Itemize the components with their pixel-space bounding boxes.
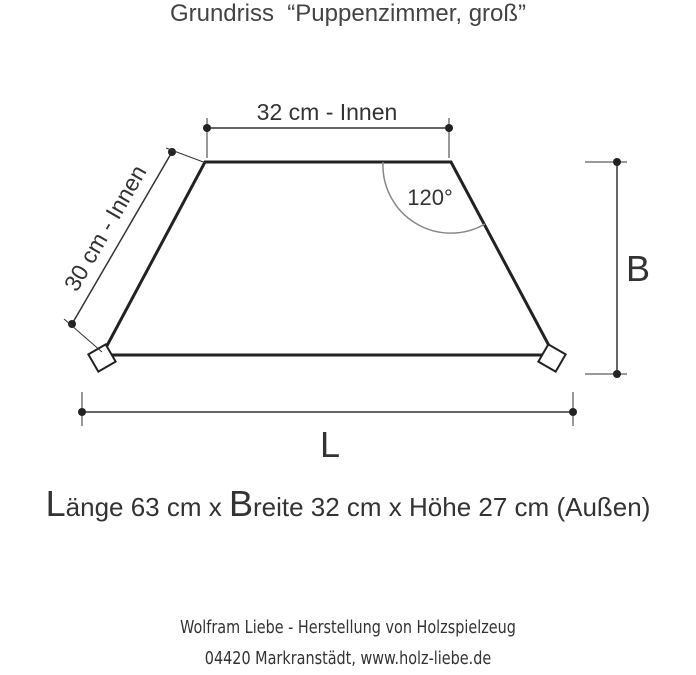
left-corner-post — [88, 344, 115, 371]
width-dimension — [585, 158, 627, 378]
footer-company: Wolfram Liebe - Herstellung von Holzspielzeug — [180, 617, 516, 638]
length-dimension — [78, 392, 577, 426]
width-letter-label: B — [625, 248, 651, 289]
angle-label: 120° — [407, 185, 453, 210]
top-width-label: 32 cm - Innen — [256, 99, 398, 125]
outer-dimensions-text — [0, 484, 696, 527]
room-trapezoid — [102, 162, 554, 355]
plan-title: Grundriss “Puppenzimmer, groß” — [169, 0, 527, 27]
breite-text: reite 32 cm x Höhe 27 cm (Außen) — [252, 492, 651, 522]
footer-address: 04420 Markranstädt, www.holz-liebe.de — [204, 648, 492, 669]
length-initial: L — [45, 483, 66, 524]
side-length-label: 30 cm - Innen — [58, 160, 152, 296]
length-text: änge 63 cm x — [65, 492, 229, 522]
breite-initial: B — [228, 483, 253, 524]
right-corner-post — [538, 344, 565, 371]
length-letter-label: L — [319, 424, 341, 465]
